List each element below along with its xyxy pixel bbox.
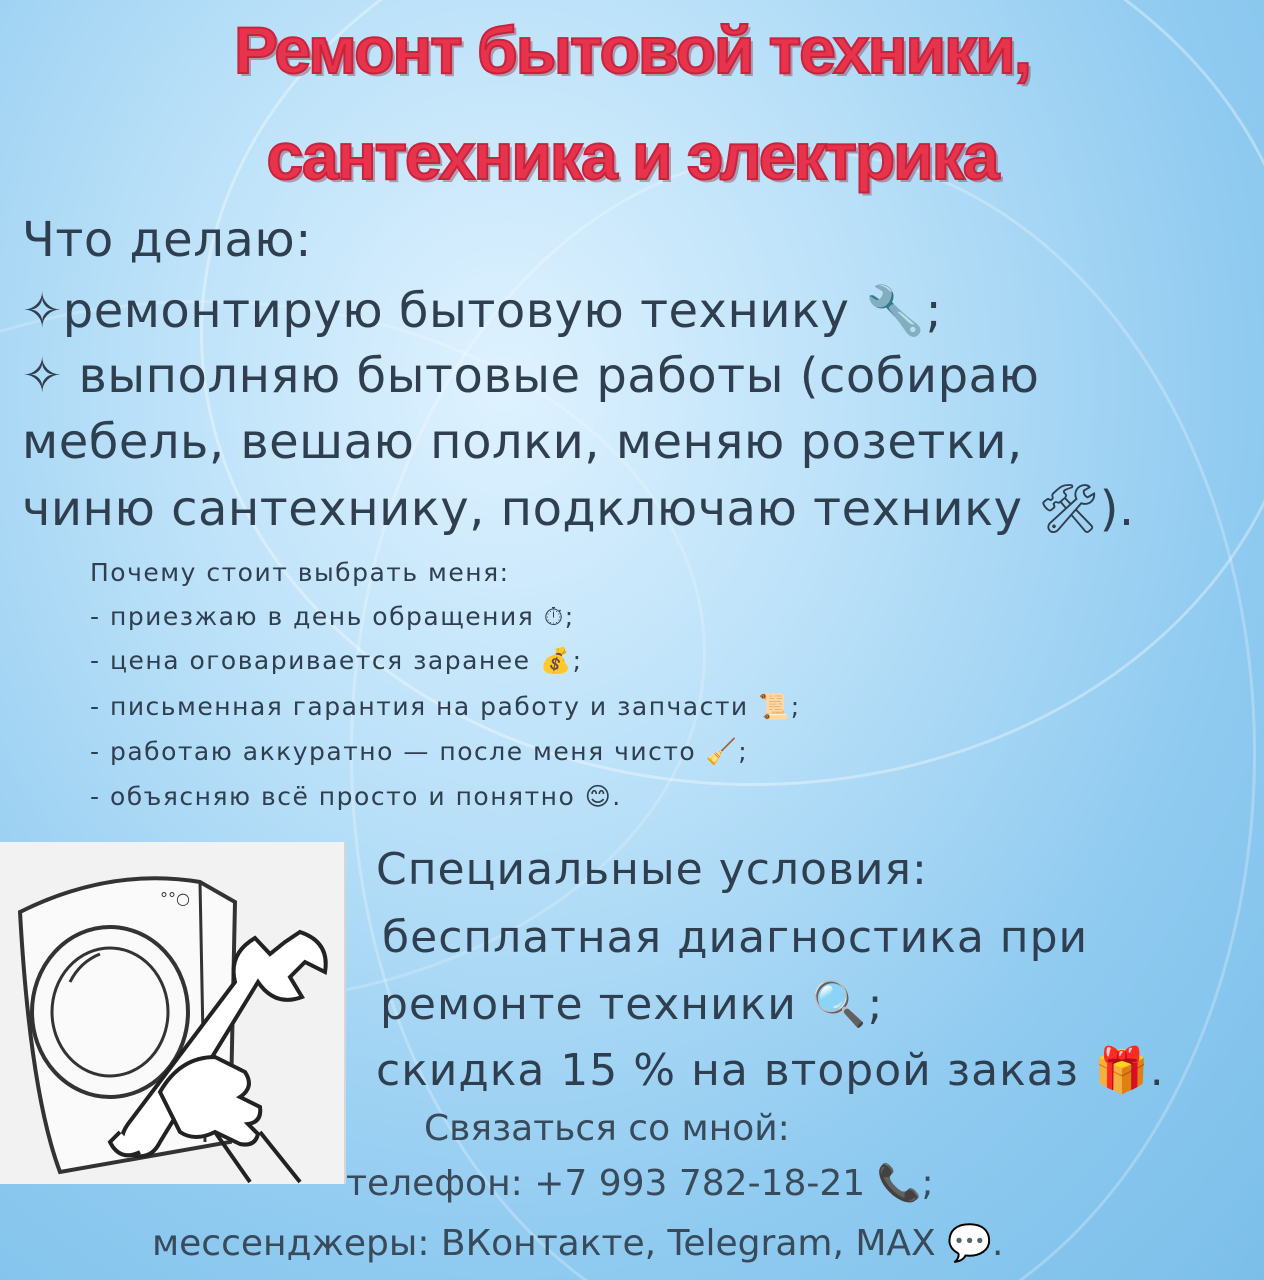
- hand-icon: [160, 1057, 300, 1182]
- special-line: скидка 15 % на второй заказ 🎁.: [376, 1045, 1165, 1096]
- services-heading: Что делаю:: [22, 212, 312, 268]
- service-line: ✧ выполняю бытовые работы (собираю: [22, 348, 1040, 404]
- title-line-2: сантехника и электрика: [266, 119, 998, 193]
- service-line: мебель, вешаю полки, меняю розетки,: [22, 414, 1023, 470]
- reason-item: - письменная гарантия на работу и запчасти 📜;: [90, 692, 801, 721]
- service-line: ✧ремонтирую бытовую технику 🔧;: [22, 283, 943, 339]
- reason-item: - приезжаю в день обращения ⏱;: [90, 602, 575, 631]
- washing-machine-illustration: [0, 842, 346, 1184]
- contact-messengers: мессенджеры: ВКонтакте, Telegram, MAX 💬.: [152, 1223, 1004, 1264]
- contact-phone: телефон: +7 993 782-18-21 📞;: [346, 1163, 934, 1204]
- special-line: ремонте техники 🔍;: [380, 979, 884, 1030]
- reason-item: - объясняю всё просто и понятно 😊.: [90, 782, 622, 811]
- special-heading: Специальные условия:: [376, 844, 928, 895]
- svg-text:°°○: °°○: [160, 889, 190, 908]
- reason-item: - цена оговаривается заранее 💰;: [90, 646, 583, 675]
- special-line: бесплатная диагностика при: [382, 912, 1089, 963]
- contact-heading: Связаться со мной:: [424, 1108, 790, 1149]
- title-line-1: Ремонт бытовой техники,: [233, 13, 1031, 87]
- reasons-heading: Почему стоит выбрать меня:: [90, 558, 510, 587]
- washing-machine-icon: [0, 842, 344, 1184]
- service-line: чиню сантехнику, подключаю технику 🛠).: [22, 481, 1135, 537]
- reason-item: - работаю аккуратно — после меня чисто 🧹;: [90, 737, 749, 766]
